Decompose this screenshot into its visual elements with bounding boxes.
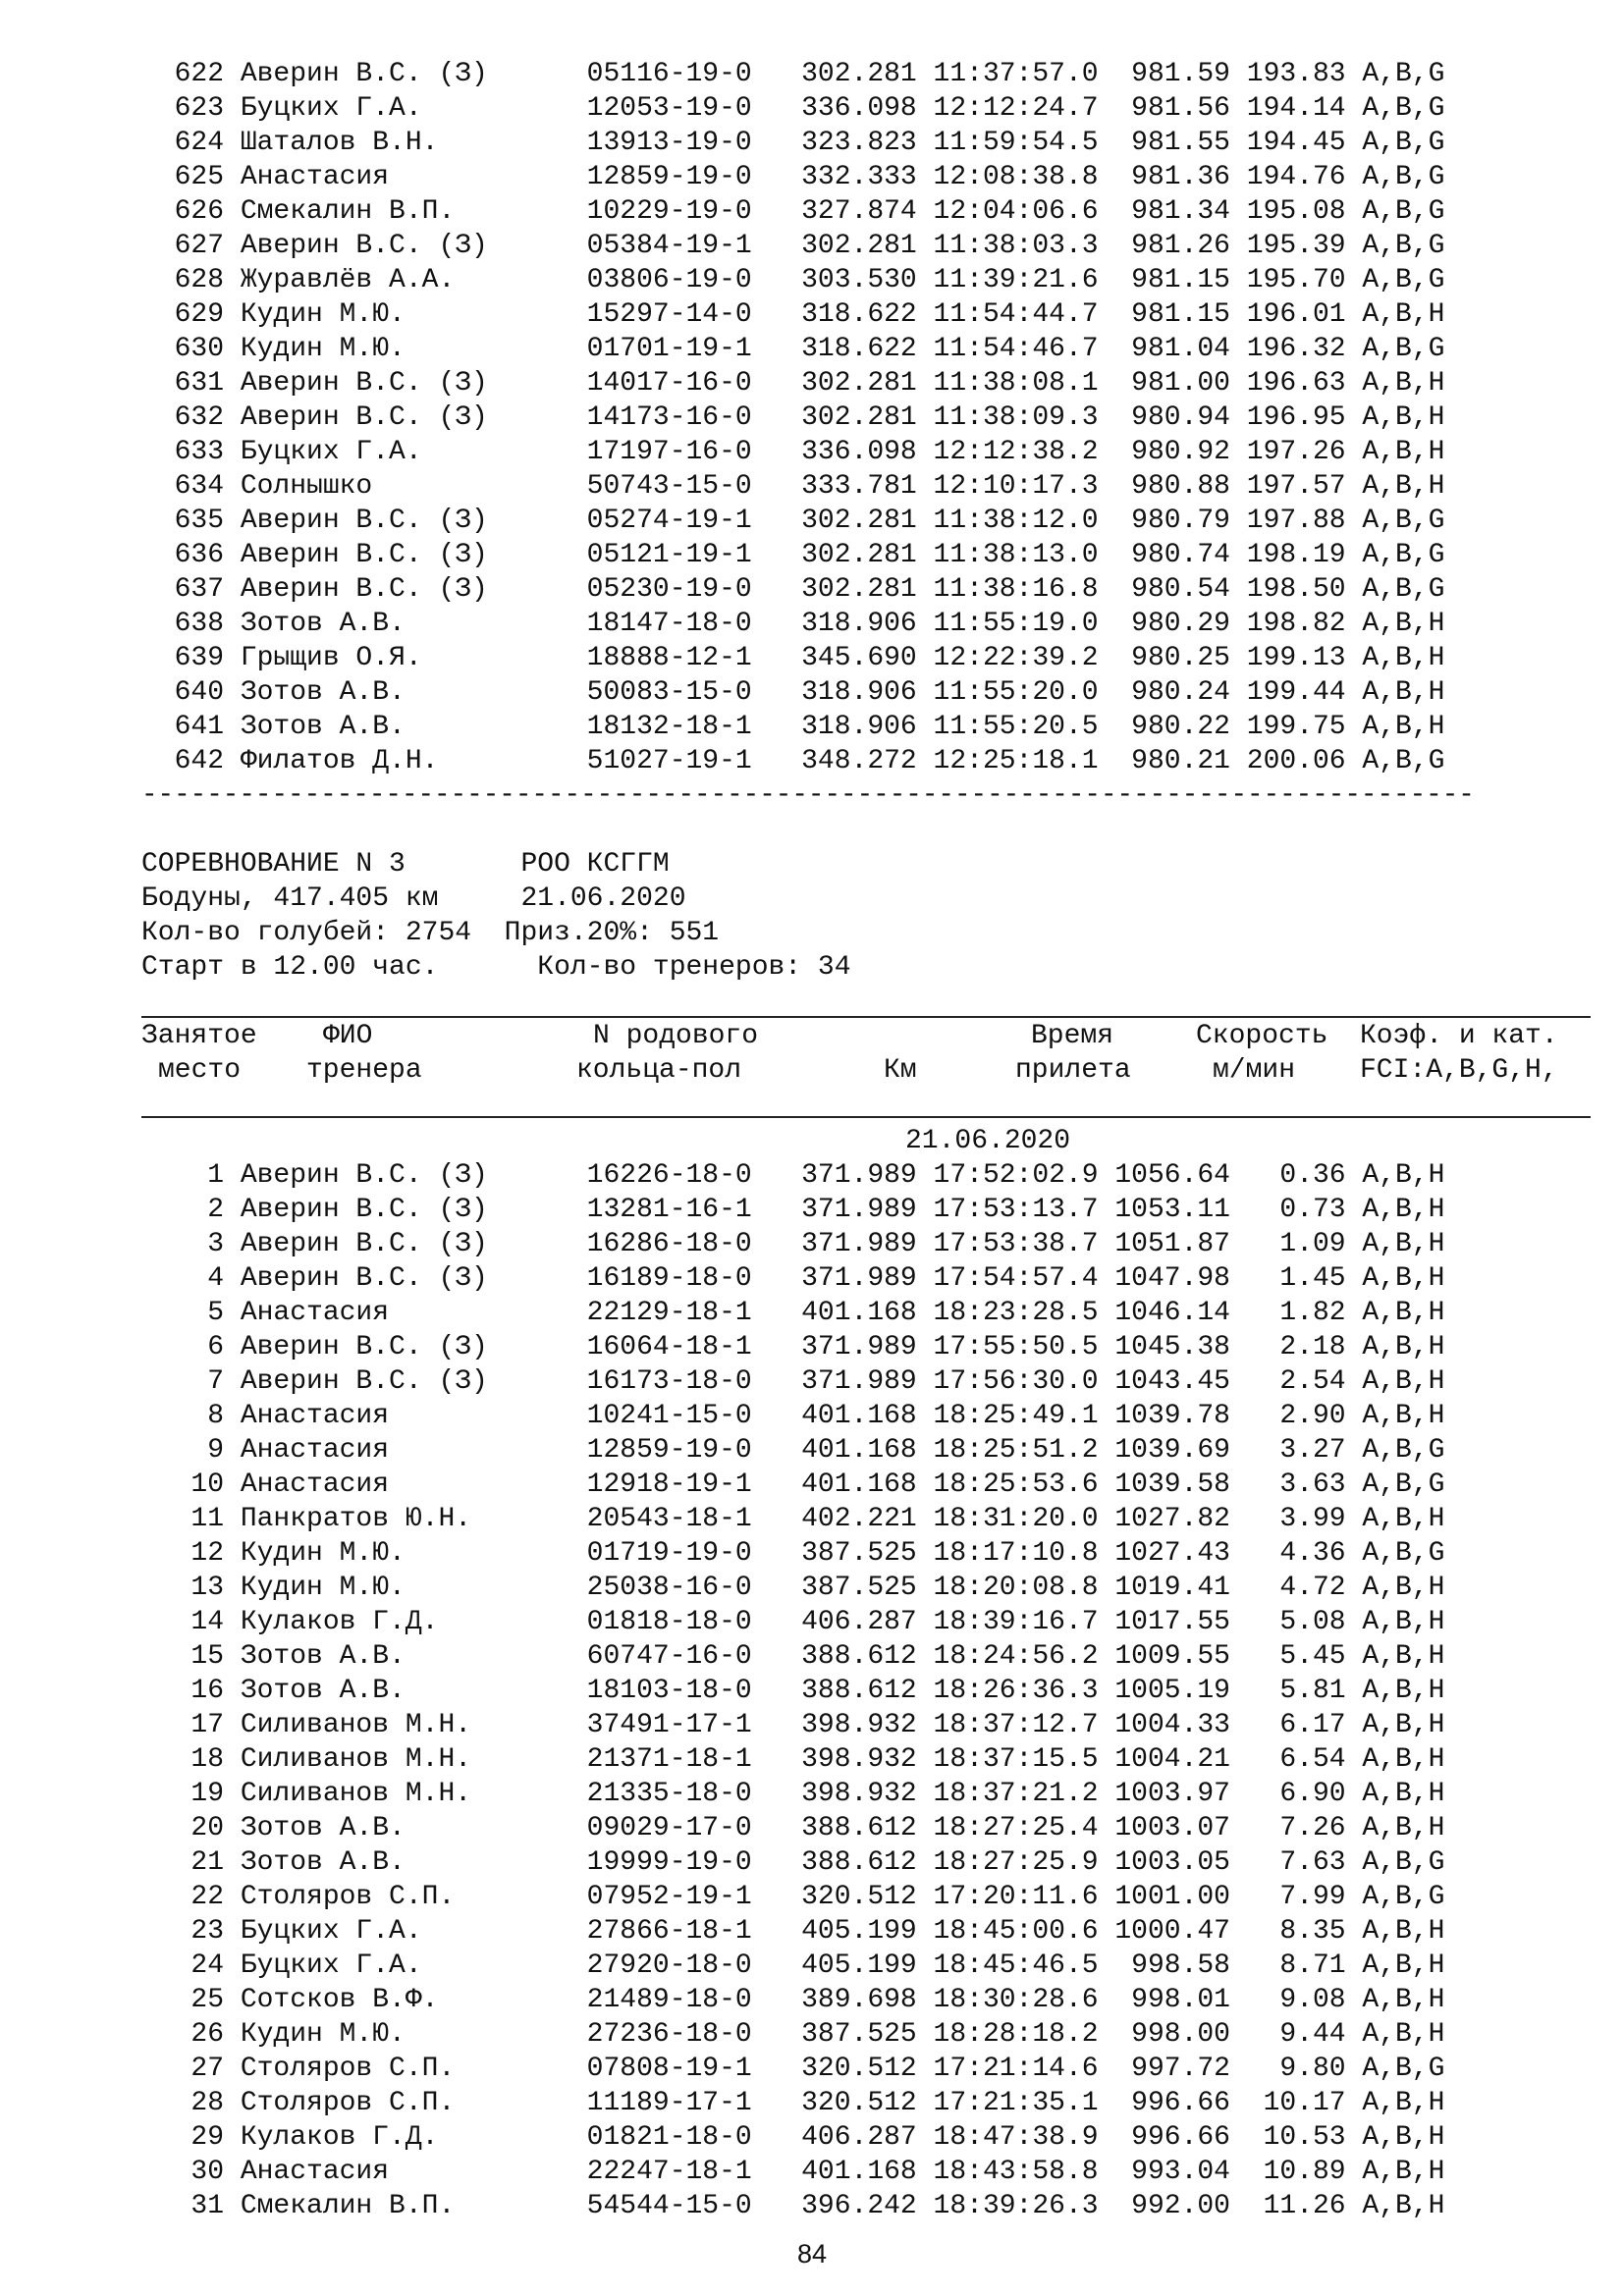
table-row: 622 Аверин В.С. (З) 05116-19-0 302.281 11:37:57.0 981.59 193.83 A,B,G	[141, 59, 1445, 89]
header-km: Км	[884, 1055, 917, 1086]
header-coef-sub: FCI:A,B,G,H,	[1360, 1055, 1558, 1086]
header-ring: N родового	[593, 1021, 759, 1051]
table-row: 5 Анастасия 22129-18-1 401.168 18:23:28.5 1046.14 1.82 A,B,H	[141, 1298, 1445, 1328]
header-ring-sub: кольца-пол	[576, 1055, 742, 1086]
competition-start-line: Старт в 12.00 час. Кол-во тренеров: 34	[141, 952, 851, 983]
table-row: 625 Анастасия 12859-19-0 332.333 12:08:38.8 981.36 194.76 A,B,G	[141, 162, 1445, 192]
table-row: 641 Зотов А.В. 18132-18-1 318.906 11:55:20.5 980.22 199.75 A,B,H	[141, 712, 1445, 742]
table-row: 24 Буцких Г.А. 27920-18-0 405.199 18:45:46.5 998.58 8.71 A,B,H	[141, 1950, 1445, 1981]
header-top-rule	[141, 1016, 1591, 1018]
table-row: 10 Анастасия 12918-19-1 401.168 18:25:53.6 1039.58 3.63 A,B,G	[141, 1469, 1445, 1500]
header-time: Время	[1031, 1021, 1114, 1051]
table-row: 6 Аверин В.С. (З) 16064-18-1 371.989 17:55:50.5 1045.38 2.18 A,B,H	[141, 1332, 1445, 1362]
table-row: 630 Кудин М.Ю. 01701-19-1 318.622 11:54:46.7 981.04 196.32 A,B,G	[141, 334, 1445, 364]
table-row: 28 Столяров С.П. 11189-17-1 320.512 17:21:35.1 996.66 10.17 A,B,H	[141, 2088, 1445, 2118]
table-row: 26 Кудин М.Ю. 27236-18-0 387.525 18:28:18.2 998.00 9.44 A,B,H	[141, 2019, 1445, 2050]
competition-title-line: СОРЕВНОВАНИЕ N 3 РОО КСГГМ	[141, 849, 670, 880]
table-row: 30 Анастасия 22247-18-1 401.168 18:43:58.8 993.04 10.89 A,B,H	[141, 2157, 1445, 2187]
page-number: 84	[796, 2239, 828, 2269]
header-speed-sub: м/мин	[1213, 1055, 1296, 1086]
table-row: 9 Анастасия 12859-19-0 401.168 18:25:51.2 1039.69 3.27 A,B,G	[141, 1435, 1445, 1466]
table-row: 18 Силиванов М.Н. 21371-18-1 398.932 18:37:15.5 1004.21 6.54 A,B,H	[141, 1744, 1445, 1775]
table-row: 14 Кулаков Г.Д. 01818-18-0 406.287 18:39:16.7 1017.55 5.08 A,B,H	[141, 1607, 1445, 1637]
table-row: 12 Кудин М.Ю. 01719-19-0 387.525 18:17:10.8 1027.43 4.36 A,B,G	[141, 1538, 1445, 1569]
table-row: 15 Зотов А.В. 60747-16-0 388.612 18:24:56.2 1009.55 5.45 A,B,H	[141, 1641, 1445, 1672]
race-date: 21.06.2020	[905, 1126, 1071, 1156]
table-row: 31 Смекалин В.П. 54544-15-0 396.242 18:39:26.3 992.00 11.26 A,B,H	[141, 2191, 1445, 2221]
table-row: 2 Аверин В.С. (З) 13281-16-1 371.989 17:53:13.7 1053.11 0.73 A,B,H	[141, 1195, 1445, 1225]
table-row: 624 Шаталов В.Н. 13913-19-0 323.823 11:59:54.5 981.55 194.45 A,B,G	[141, 128, 1445, 158]
table-row: 7 Аверин В.С. (З) 16173-18-0 371.989 17:56:30.0 1043.45 2.54 A,B,H	[141, 1366, 1445, 1397]
table-row: 8 Анастасия 10241-15-0 401.168 18:25:49.1 1039.78 2.90 A,B,H	[141, 1401, 1445, 1431]
table-row: 3 Аверин В.С. (З) 16286-18-0 371.989 17:53:38.7 1051.87 1.09 A,B,H	[141, 1229, 1445, 1259]
table-row: 639 Грыщив О.Я. 18888-12-1 345.690 12:22:39.2 980.25 199.13 A,B,H	[141, 643, 1445, 673]
table-row: 642 Филатов Д.Н. 51027-19-1 348.272 12:25:18.1 980.21 200.06 A,B,G	[141, 746, 1445, 776]
table-row: 633 Буцких Г.А. 17197-16-0 336.098 12:12:38.2 980.92 197.26 A,B,H	[141, 437, 1445, 467]
table-row: 634 Солнышко 50743-15-0 333.781 12:10:17.3 980.88 197.57 A,B,H	[141, 471, 1445, 502]
table-row: 632 Аверин В.С. (З) 14173-16-0 302.281 11:38:09.3 980.94 196.95 A,B,H	[141, 402, 1445, 433]
table-row: 1 Аверин В.С. (З) 16226-18-0 371.989 17:52:02.9 1056.64 0.36 A,B,H	[141, 1160, 1445, 1191]
table-row: 629 Кудин М.Ю. 15297-14-0 318.622 11:54:44.7 981.15 196.01 A,B,H	[141, 299, 1445, 330]
table-row: 27 Столяров С.П. 07808-19-1 320.512 17:21:14.6 997.72 9.80 A,B,G	[141, 2054, 1445, 2084]
header-place: Занятое	[141, 1021, 257, 1051]
competition-location-line: Бодуны, 417.405 км 21.06.2020	[141, 883, 686, 914]
table-row: 17 Силиванов М.Н. 37491-17-1 398.932 18:37:12.7 1004.33 6.17 A,B,H	[141, 1710, 1445, 1740]
table-row: 628 Журавлёв А.А. 03806-19-0 303.530 11:39:21.6 981.15 195.70 A,B,G	[141, 265, 1445, 295]
header-coef: Коэф. и кат.	[1360, 1021, 1558, 1051]
table-row: 25 Сотсков В.Ф. 21489-18-0 389.698 18:30:28.6 998.01 9.08 A,B,H	[141, 1985, 1445, 2015]
table-row: 20 Зотов А.В. 09029-17-0 388.612 18:27:25.4 1003.07 7.26 A,B,H	[141, 1813, 1445, 1843]
table-row: 626 Смекалин В.П. 10229-19-0 327.874 12:04:06.6 981.34 195.08 A,B,G	[141, 196, 1445, 227]
table-row: 623 Буцких Г.А. 12053-19-0 336.098 12:12:24.7 981.56 194.14 A,B,G	[141, 93, 1445, 124]
table-row: 23 Буцких Г.А. 27866-18-1 405.199 18:45:00.6 1000.47 8.35 A,B,H	[141, 1916, 1445, 1947]
table-row: 11 Панкратов Ю.Н. 20543-18-1 402.221 18:31:20.0 1027.82 3.99 A,B,H	[141, 1504, 1445, 1534]
table-row: 631 Аверин В.С. (З) 14017-16-0 302.281 11:38:08.1 981.00 196.63 A,B,H	[141, 368, 1445, 399]
table-row: 22 Столяров С.П. 07952-19-1 320.512 17:20:11.6 1001.00 7.99 A,B,G	[141, 1882, 1445, 1912]
table-row: 637 Аверин В.С. (З) 05230-19-0 302.281 11:38:16.8 980.54 198.50 A,B,G	[141, 574, 1445, 605]
header-speed: Скорость	[1196, 1021, 1328, 1051]
table-row: 640 Зотов А.В. 50083-15-0 318.906 11:55:20.0 980.24 199.44 A,B,H	[141, 677, 1445, 708]
table-row: 29 Кулаков Г.Д. 01821-18-0 406.287 18:47:38.9 996.66 10.53 A,B,H	[141, 2122, 1445, 2153]
header-trainer: ФИО	[323, 1021, 373, 1051]
table-row: 635 Аверин В.С. (З) 05274-19-1 302.281 11:38:12.0 980.79 197.88 A,B,G	[141, 506, 1445, 536]
header-bottom-rule	[141, 1116, 1591, 1118]
table-row: 627 Аверин В.С. (З) 05384-19-1 302.281 11:38:03.3 981.26 195.39 A,B,G	[141, 231, 1445, 261]
table-row: 4 Аверин В.С. (З) 16189-18-0 371.989 17:54:57.4 1047.98 1.45 A,B,H	[141, 1263, 1445, 1294]
table-row: 21 Зотов А.В. 19999-19-0 388.612 18:27:25.9 1003.05 7.63 A,B,G	[141, 1847, 1445, 1878]
dashed-separator: ----------------------------------------------------------------------------------	[141, 780, 1475, 811]
header-time-sub: прилета	[1015, 1055, 1131, 1086]
table-row: 16 Зотов А.В. 18103-18-0 388.612 18:26:36.3 1005.19 5.81 A,B,H	[141, 1676, 1445, 1706]
competition-count-line: Кол-во голубей: 2754 Приз.20%: 551	[141, 918, 720, 948]
header-trainer-sub: тренера	[306, 1055, 422, 1086]
table-row: 13 Кудин М.Ю. 25038-16-0 387.525 18:20:08.8 1019.41 4.72 A,B,H	[141, 1573, 1445, 1603]
header-place-sub: место	[158, 1055, 242, 1086]
table-row: 636 Аверин В.С. (З) 05121-19-1 302.281 11:38:13.0 980.74 198.19 A,B,G	[141, 540, 1445, 570]
table-row: 638 Зотов А.В. 18147-18-0 318.906 11:55:19.0 980.29 198.82 A,B,H	[141, 609, 1445, 639]
table-row: 19 Силиванов М.Н. 21335-18-0 398.932 18:37:21.2 1003.97 6.90 A,B,H	[141, 1779, 1445, 1809]
